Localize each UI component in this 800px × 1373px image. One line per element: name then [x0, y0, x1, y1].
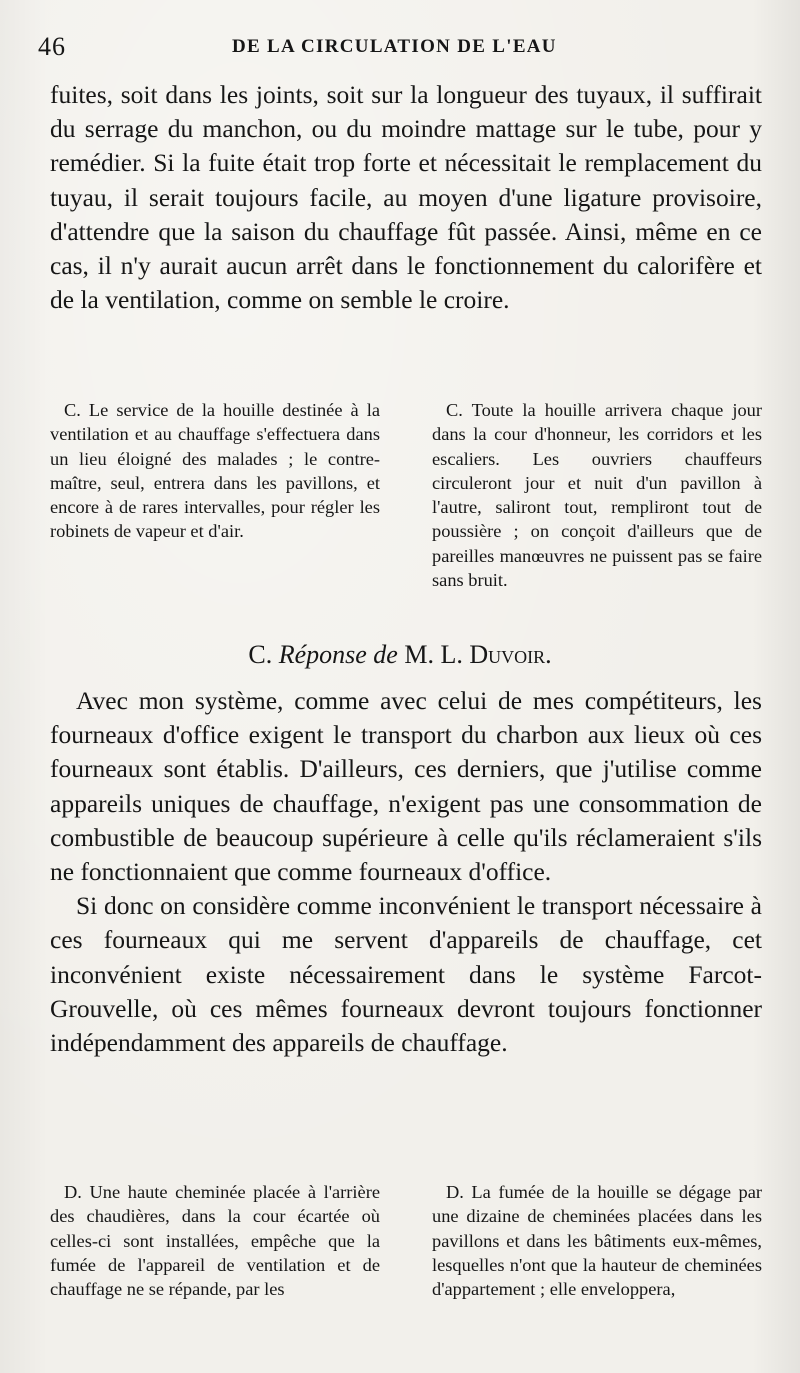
section-heading [0, 640, 800, 670]
response-paragraph-2: Si donc on considère comme inconvénient le transport nécessaire à ces fourneaux qui me servent d'appareils de chauffage, cet inconvénient existe nécessairement dans le système Farcot-Grouvelle, où ces mêmes fourneaux devront toujours fonctionner indépendamment des appareils de chauffage. [50, 891, 762, 1058]
paragraph-top [50, 78, 762, 317]
response-paragraph-1: Avec mon système, comme avec celui de mes compétiteurs, les fourneaux d'office exigent le transport du charbon aux lieux où ces fourneaux sont établis. D'ailleurs, ces derniers, que j'utilise comme appareils uniques de chauffage, n'exigent pas une consommation de combustible de beaucoup supérieure à celle qu'ils réclameraient s'ils ne fonctionnaient que comme fourneaux d'office. [50, 686, 762, 887]
columns-c [50, 398, 762, 592]
running-title: DE LA CIRCULATION DE L'EAU [232, 36, 557, 57]
column-d-right [432, 1180, 762, 1301]
paragraph-top-text: fuites, soit dans les joints, soit sur la longueur des tuyaux, il suffirait du serrage du manchon, ou du moindre mattage sur le tube, pour y remédier. Si la fuite était trop forte et nécessitait le remplacement du tuyau, il serait toujours facile, au moyen d'une ligature provisoire, d'attendre que la saison du chauffage fût passée. Ainsi, même en ce cas, il n'y aurait aucun arrêt dans le fonctionnement du calorifère et de la ventilation, comme on semble le croire. [50, 80, 762, 315]
section-heading-prefix: C. [248, 640, 273, 669]
column-c-left [50, 398, 380, 592]
columns-d [50, 1180, 762, 1301]
column-d-right-text: D. La fumée de la houille se dégage par une dizaine de cheminées placées dans les pavillons et dans les bâtiments eux-mêmes, lesquelles n'ont que la hauteur de cheminées d'appartement ; elle enveloppera, [432, 1182, 762, 1300]
column-c-left-text: C. Le service de la houille destinée à la ventilation et au chauffage s'effectuera dans un lieu éloigné des malades ; le contre-maître, seul, entrera dans les pavillons, et encore à de rares intervalles, pour régler les robinets de vapeur et d'air. [50, 400, 380, 542]
section-heading-author: M. L. Duvoir. [404, 640, 552, 669]
section-heading-title: Réponse de [278, 640, 398, 669]
column-c-right-text: C. Toute la houille arrivera chaque jour dans la cour d'honneur, les corridors et les escaliers. Les ouvriers chauffeurs circuleront jour et nuit d'un pavillon à l'autre, saliront tout, rempliront tout de poussière ; on conçoit d'ailleurs que de pareilles manœuvres ne puissent pas se faire sans bruit. [432, 400, 762, 591]
column-d-left-text: D. Une haute cheminée placée à l'arrière des chaudières, dans la cour écartée où celles-ci sont installées, empêche que la fumée de l'appareil de ventilation et de chauffage ne se répande, par les [50, 1182, 380, 1300]
page-number: 46 [38, 32, 66, 61]
column-c-right [432, 398, 762, 592]
page-header [38, 32, 760, 72]
column-d-left [50, 1180, 380, 1301]
response-text [50, 684, 762, 1060]
